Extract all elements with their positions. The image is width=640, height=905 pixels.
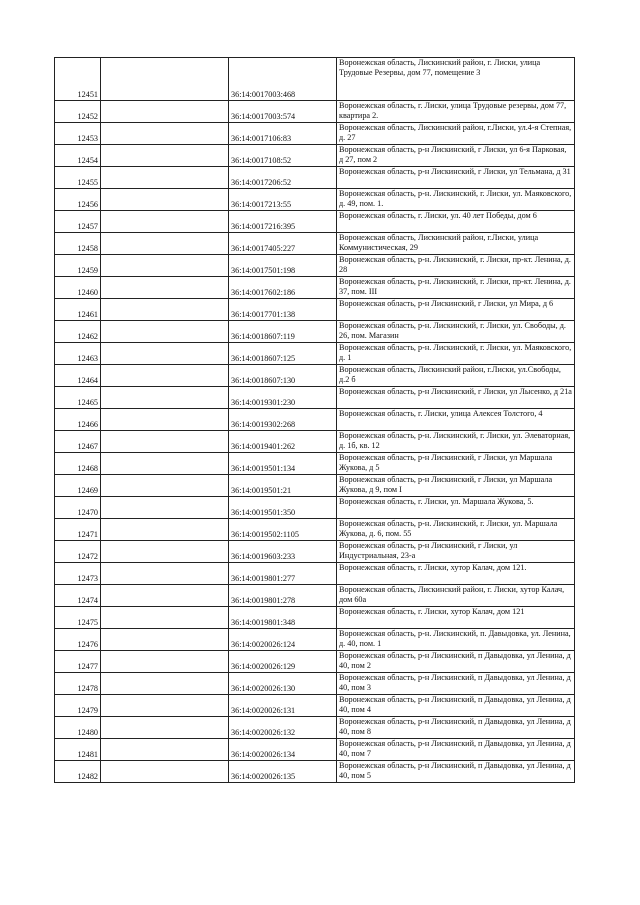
row-number: 12459 (55, 255, 101, 277)
table-row (55, 585, 575, 607)
empty-cell (101, 739, 229, 761)
address: Воронежская область, р-н Лискинский, г Лиски, ул Лысенко, д 21а (337, 387, 575, 409)
row-number: 12452 (55, 101, 101, 123)
table-row (55, 255, 575, 277)
table-row (55, 475, 575, 497)
empty-cell (101, 233, 229, 255)
address: Воронежская область, р-н Лискинский, п Давыдовка, ул Ленина, д 40, пом 7 (337, 739, 575, 761)
empty-cell (101, 58, 229, 101)
empty-cell (101, 343, 229, 365)
cadastral-number: 36:14:0019501:350 (229, 497, 337, 519)
cadastral-number: 36:14:0019502:1105 (229, 519, 337, 541)
cadastral-number: 36:14:0020026:135 (229, 761, 337, 783)
row-number: 12477 (55, 651, 101, 673)
empty-cell (101, 255, 229, 277)
row-number: 12464 (55, 365, 101, 387)
table-row (55, 58, 575, 101)
address: Воронежская область, Лискинский район, г.Лиски, ул.Свободы, д.2 б (337, 365, 575, 387)
row-number: 12457 (55, 211, 101, 233)
table-row (55, 431, 575, 453)
table-row (55, 387, 575, 409)
cadastral-number: 36:14:0020026:132 (229, 717, 337, 739)
empty-cell (101, 167, 229, 189)
row-number: 12479 (55, 695, 101, 717)
empty-cell (101, 629, 229, 651)
row-number: 12451 (55, 58, 101, 101)
cadastral-number: 36:14:0019801:277 (229, 563, 337, 585)
address: Воронежская область, р-н. Лискинский, г. Лиски, ул. Элеваторная, д. 1б, кв. 12 (337, 431, 575, 453)
row-number: 12463 (55, 343, 101, 365)
table-row (55, 233, 575, 255)
row-number: 12466 (55, 409, 101, 431)
cadastral-number: 36:14:0017003:574 (229, 101, 337, 123)
table-row (55, 739, 575, 761)
cadastral-number: 36:14:0020026:131 (229, 695, 337, 717)
cadastral-number: 36:14:0019801:278 (229, 585, 337, 607)
address: Воронежская область, г. Лиски, улица Трудовые резервы, дом 77, квартира 2. (337, 101, 575, 123)
cadastral-number: 36:14:0019801:348 (229, 607, 337, 629)
empty-cell (101, 519, 229, 541)
row-number: 12470 (55, 497, 101, 519)
address: Воронежская область, р-н Лискинский, п Давыдовка, ул Ленина, д 40, пом 4 (337, 695, 575, 717)
empty-cell (101, 453, 229, 475)
address: Воронежская область, Лискинский район, г.Лиски, улица Коммунистическая, 29 (337, 233, 575, 255)
row-number: 12476 (55, 629, 101, 651)
table-row (55, 519, 575, 541)
address: Воронежская область, г. Лиски, ул. 40 лет Победы, дом 6 (337, 211, 575, 233)
table-row (55, 299, 575, 321)
cadastral-number: 36:14:0018607:130 (229, 365, 337, 387)
address: Воронежская область, Лискинский район, г. Лиски, хутор Калач, дом 60а (337, 585, 575, 607)
row-number: 12454 (55, 145, 101, 167)
cadastral-number: 36:14:0017602:186 (229, 277, 337, 299)
row-number: 12480 (55, 717, 101, 739)
cadastral-number: 36:14:0017206:52 (229, 167, 337, 189)
table-row (55, 321, 575, 343)
cadastral-number: 36:14:0019501:134 (229, 453, 337, 475)
table-row (55, 563, 575, 585)
empty-cell (101, 211, 229, 233)
row-number: 12460 (55, 277, 101, 299)
cadastral-number: 36:14:0017701:138 (229, 299, 337, 321)
cadastral-number: 36:14:0017213:55 (229, 189, 337, 211)
address: Воронежская область, р-н Лискинский, г Лиски, ул Маршала Жукова, д 9, пом I (337, 475, 575, 497)
table-row (55, 101, 575, 123)
table-row (55, 717, 575, 739)
address: Воронежская область, р-н. Лискинский, п. Давыдовка, ул. Ленина, д. 40, пом. 1 (337, 629, 575, 651)
empty-cell (101, 607, 229, 629)
address: Воронежская область, Лискинский район, г.Лиски, ул.4-я Степная, д. 27 (337, 123, 575, 145)
empty-cell (101, 475, 229, 497)
address: Воронежская область, р-н Лискинский, г Лиски, ул 6-я Парковая, д 27, пом 2 (337, 145, 575, 167)
row-number: 12453 (55, 123, 101, 145)
table-row (55, 277, 575, 299)
address: Воронежская область, г. Лиски, хутор Калач, дом 121 (337, 607, 575, 629)
row-number: 12481 (55, 739, 101, 761)
table-row (55, 673, 575, 695)
row-number: 12455 (55, 167, 101, 189)
address: Воронежская область, р-н Лискинский, г Лиски, ул Индустриальная, 23-а (337, 541, 575, 563)
address: Воронежская область, р-н Лискинский, п Давыдовка, ул Ленина, д 40, пом 5 (337, 761, 575, 783)
table-row (55, 497, 575, 519)
empty-cell (101, 123, 229, 145)
cadastral-number: 36:14:0017106:83 (229, 123, 337, 145)
table-row (55, 695, 575, 717)
empty-cell (101, 717, 229, 739)
table-row (55, 607, 575, 629)
address: Воронежская область, р-н. Лискинский, г. Лиски, пр-кт. Ленина, д. 37, пом. III (337, 277, 575, 299)
empty-cell (101, 409, 229, 431)
table-row (55, 189, 575, 211)
row-number: 12458 (55, 233, 101, 255)
table-row (55, 453, 575, 475)
empty-cell (101, 277, 229, 299)
row-number: 12478 (55, 673, 101, 695)
cadastral-number: 36:14:0019501:21 (229, 475, 337, 497)
registry-table (54, 57, 575, 783)
table-row (55, 145, 575, 167)
row-number: 12474 (55, 585, 101, 607)
cadastral-number: 36:14:0017003:468 (229, 58, 337, 101)
address: Воронежская область, р-н Лискинский, п Давыдовка, ул Ленина, д 40, пом 8 (337, 717, 575, 739)
cadastral-number: 36:14:0019302:268 (229, 409, 337, 431)
table-row (55, 651, 575, 673)
empty-cell (101, 387, 229, 409)
address: Воронежская область, г. Лиски, хутор Калач, дом 121. (337, 563, 575, 585)
cadastral-number: 36:14:0017216:395 (229, 211, 337, 233)
address: Воронежская область, р-н. Лискинский, г. Лиски, ул. Маяковского, д. 49, пом. 1. (337, 189, 575, 211)
cadastral-number: 36:14:0018607:119 (229, 321, 337, 343)
address: Воронежская область, р-н. Лискинский, г. Лиски, ул. Маршала Жукова, д. 6, пом. 55 (337, 519, 575, 541)
empty-cell (101, 585, 229, 607)
cadastral-number: 36:14:0019603:233 (229, 541, 337, 563)
registry-table-body (55, 58, 575, 783)
cadastral-number: 36:14:0020026:134 (229, 739, 337, 761)
row-number: 12465 (55, 387, 101, 409)
table-row (55, 167, 575, 189)
row-number: 12472 (55, 541, 101, 563)
address: Воронежская область, р-н Лискинский, г Лиски, ул Тельмана, д 31 (337, 167, 575, 189)
empty-cell (101, 673, 229, 695)
empty-cell (101, 321, 229, 343)
empty-cell (101, 651, 229, 673)
row-number: 12467 (55, 431, 101, 453)
row-number: 12461 (55, 299, 101, 321)
table-row (55, 541, 575, 563)
address: Воронежская область, р-н Лискинский, г Лиски, ул Мира, д 6 (337, 299, 575, 321)
row-number: 12469 (55, 475, 101, 497)
row-number: 12462 (55, 321, 101, 343)
address: Воронежская область, г. Лиски, ул. Маршала Жукова, 5. (337, 497, 575, 519)
cadastral-number: 36:14:0020026:129 (229, 651, 337, 673)
empty-cell (101, 431, 229, 453)
table-row (55, 343, 575, 365)
table-row (55, 409, 575, 431)
empty-cell (101, 497, 229, 519)
empty-cell (101, 541, 229, 563)
row-number: 12482 (55, 761, 101, 783)
empty-cell (101, 101, 229, 123)
cadastral-number: 36:14:0017108:52 (229, 145, 337, 167)
cadastral-number: 36:14:0019301:230 (229, 387, 337, 409)
cadastral-number: 36:14:0017405:227 (229, 233, 337, 255)
empty-cell (101, 695, 229, 717)
table-row (55, 123, 575, 145)
empty-cell (101, 563, 229, 585)
table-row (55, 211, 575, 233)
address: Воронежская область, г. Лиски, улица Алексея Толстого, 4 (337, 409, 575, 431)
cadastral-number: 36:14:0020026:130 (229, 673, 337, 695)
row-number: 12475 (55, 607, 101, 629)
address: Воронежская область, р-н Лискинский, п Давыдовка, ул Ленина, д 40, пом 3 (337, 673, 575, 695)
empty-cell (101, 189, 229, 211)
address: Воронежская область, р-н. Лискинский, г. Лиски, ул. Маяковского, д. 1 (337, 343, 575, 365)
cadastral-number: 36:14:0017501:198 (229, 255, 337, 277)
row-number: 12473 (55, 563, 101, 585)
row-number: 12471 (55, 519, 101, 541)
cadastral-number: 36:14:0018607:125 (229, 343, 337, 365)
cadastral-number: 36:14:0019401:262 (229, 431, 337, 453)
address: Воронежская область, р-н. Лискинский, г. Лиски, пр-кт. Ленина, д. 28 (337, 255, 575, 277)
row-number: 12456 (55, 189, 101, 211)
empty-cell (101, 761, 229, 783)
address: Воронежская область, р-н. Лискинский, г. Лиски, ул. Свободы, д. 26, пом. Магазин (337, 321, 575, 343)
empty-cell (101, 365, 229, 387)
table-row (55, 761, 575, 783)
table-row (55, 365, 575, 387)
empty-cell (101, 145, 229, 167)
cadastral-number: 36:14:0020026:124 (229, 629, 337, 651)
table-row (55, 629, 575, 651)
address: Воронежская область, Лискинский район, г. Лиски, улица Трудовые Резервы, дом 77, помещение 3 (337, 58, 575, 101)
address: Воронежская область, р-н Лискинский, г Лиски, ул Маршала Жукова, д 5 (337, 453, 575, 475)
row-number: 12468 (55, 453, 101, 475)
address: Воронежская область, р-н Лискинский, п Давыдовка, ул Ленина, д 40, пом 2 (337, 651, 575, 673)
empty-cell (101, 299, 229, 321)
